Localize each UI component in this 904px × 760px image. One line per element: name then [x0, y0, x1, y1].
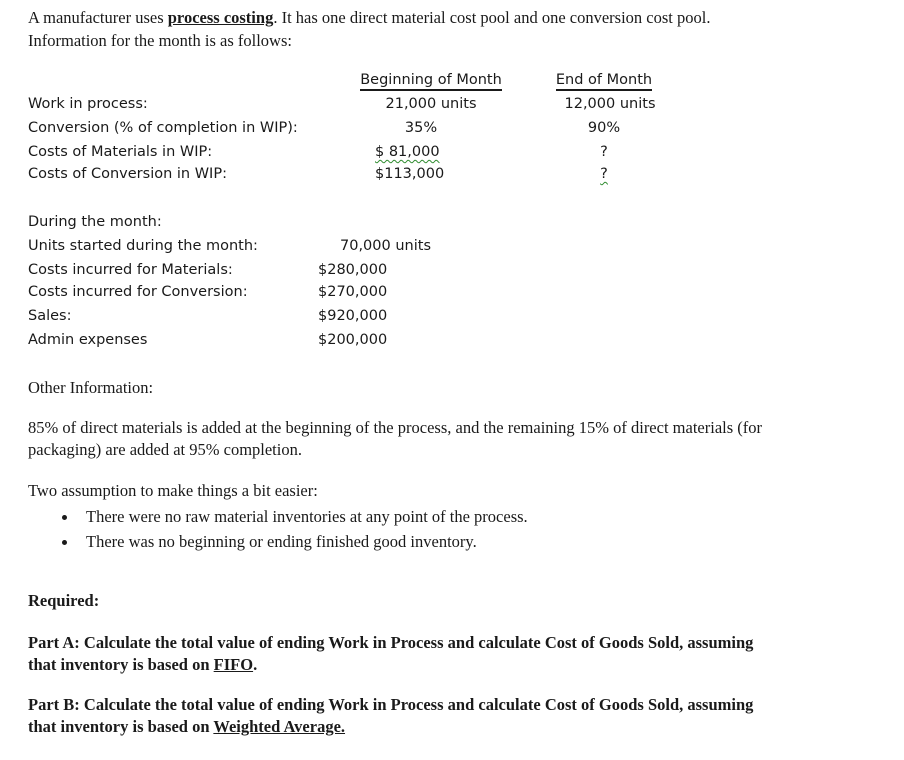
assumptions-heading: Two assumption to make things a bit easier: [28, 481, 318, 500]
part-a-end: . [253, 655, 258, 674]
during-row-label: Costs incurred for Materials: [28, 262, 233, 278]
table-row-begin [375, 144, 440, 160]
bullet-item: There were no raw material inventories at any point of the process. [86, 507, 528, 526]
part-b-prefix: that inventory is based on [28, 717, 214, 736]
part-a-prefix: that inventory is based on [28, 655, 214, 674]
part-b-line-1: Part B: Calculate the total value of ending Work in Process and calculate Cost of Goods Sold, assuming [28, 695, 754, 714]
part-b-line-2 [28, 717, 345, 737]
table-row-begin: $113,000 [375, 166, 445, 182]
during-row-value: $280,000 [318, 262, 388, 278]
table-row-label: Costs of Materials in WIP: [28, 144, 213, 160]
during-row-label: Sales: [28, 308, 72, 324]
bullet-item: There was no beginning or ending finished good inventory. [86, 532, 477, 551]
table-row-begin: 35% [404, 120, 438, 136]
col-header-begin-text: Beginning of Month [360, 72, 502, 91]
other-paragraph-line-1: 85% of direct materials is added at the beginning of the process, and the remaining 15% of direct materials (for [28, 418, 763, 437]
during-row-value: 70,000 units [340, 238, 431, 254]
intro-line-2: Information for the month is as follows: [28, 31, 292, 50]
bullet-dot [62, 515, 67, 520]
table-row-end [548, 166, 660, 182]
table-row-end: 12,000 units [564, 96, 656, 112]
table-row-begin: 21,000 units [385, 96, 477, 112]
intro-line-1 [28, 8, 710, 28]
col-header-end-text: End of Month [556, 72, 652, 91]
during-row-value: $200,000 [318, 332, 388, 348]
table-row-label: Conversion (% of completion in WIP): [28, 120, 298, 136]
other-paragraph-line-2: packaging) are added at 95% completion. [28, 440, 302, 459]
during-heading: During the month: [28, 214, 162, 230]
table-row-end-text: ? [600, 166, 608, 182]
during-row-value: $270,000 [318, 284, 388, 300]
during-row-value: $920,000 [318, 308, 388, 324]
other-heading: Other Information: [28, 378, 154, 397]
required-heading: Required: [28, 591, 100, 610]
part-a-method: FIFO [213, 655, 254, 674]
table-row-end: ? [600, 144, 608, 160]
during-row-label: Admin expenses [28, 332, 148, 348]
table-row-begin-text: $ 81,000 [375, 144, 440, 160]
intro-prefix: A manufacturer uses [28, 8, 168, 27]
table-row-end: 90% [587, 120, 621, 136]
part-a-line-1: Part A: Calculate the total value of ending Work in Process and calculate Cost of Goods Sold, assuming [28, 633, 754, 652]
part-a-line-2 [28, 655, 257, 675]
intro-term: process costing [167, 8, 274, 27]
during-row-label: Costs incurred for Conversion: [28, 284, 248, 300]
table-row-label: Costs of Conversion in WIP: [28, 166, 227, 182]
during-row-label: Units started during the month: [28, 238, 258, 254]
table-row-label: Work in process: [28, 96, 148, 112]
col-header-begin [352, 72, 510, 88]
col-header-end [548, 72, 660, 88]
bullet-dot [62, 540, 67, 545]
intro-suffix: . It has one direct material cost pool and one conversion cost pool. [273, 8, 711, 27]
part-b-method: Weighted Average. [213, 717, 346, 736]
